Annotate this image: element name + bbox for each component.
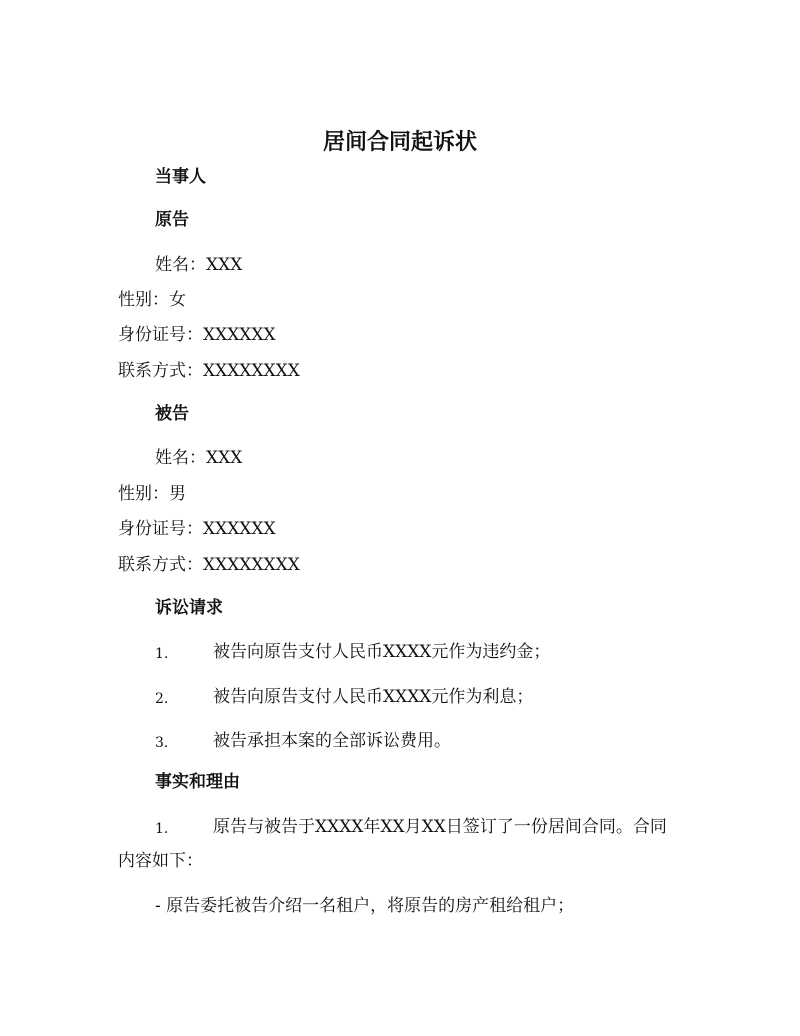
- plaintiff-gender: 性别：女: [118, 290, 186, 310]
- fact-bullet: - 原告委托被告介绍一名租户，将原告的房产租给租户；: [155, 896, 575, 916]
- plaintiff-contact: 联系方式：XXXXXXXX: [118, 361, 300, 381]
- claim-number: 1.: [155, 646, 169, 662]
- fact-number: 1.: [155, 821, 169, 837]
- document-title: 居间合同起诉状: [322, 129, 477, 155]
- plaintiff-name: 姓名：XXX: [155, 255, 243, 275]
- fact-text-line-2: 内容如下：: [118, 851, 203, 871]
- claim-text: 被告向原告支付人民币XXXX元作为利息；: [213, 687, 534, 707]
- defendant-contact: 联系方式：XXXXXXXX: [118, 555, 300, 575]
- defendant-id-number: 身份证号：XXXXXX: [118, 519, 276, 539]
- claims-heading: 诉讼请求: [155, 598, 223, 618]
- plaintiff-id-number: 身份证号：XXXXXX: [118, 325, 276, 345]
- facts-heading: 事实和理由: [155, 772, 240, 792]
- claim-text: 被告承担本案的全部诉讼费用。: [213, 731, 451, 751]
- claim-text: 被告向原告支付人民币XXXX元作为违约金；: [213, 642, 551, 662]
- fact-text-line-1: 原告与被告于XXXX年XX月XX日签订了一份居间合同。合同: [213, 817, 667, 837]
- claim-number: 2.: [155, 691, 169, 707]
- defendant-gender: 性别：男: [118, 484, 186, 504]
- parties-heading: 当事人: [155, 167, 206, 187]
- plaintiff-heading: 原告: [155, 210, 189, 230]
- defendant-heading: 被告: [155, 404, 189, 424]
- defendant-name: 姓名：XXX: [155, 448, 243, 468]
- claim-number: 3.: [155, 735, 169, 751]
